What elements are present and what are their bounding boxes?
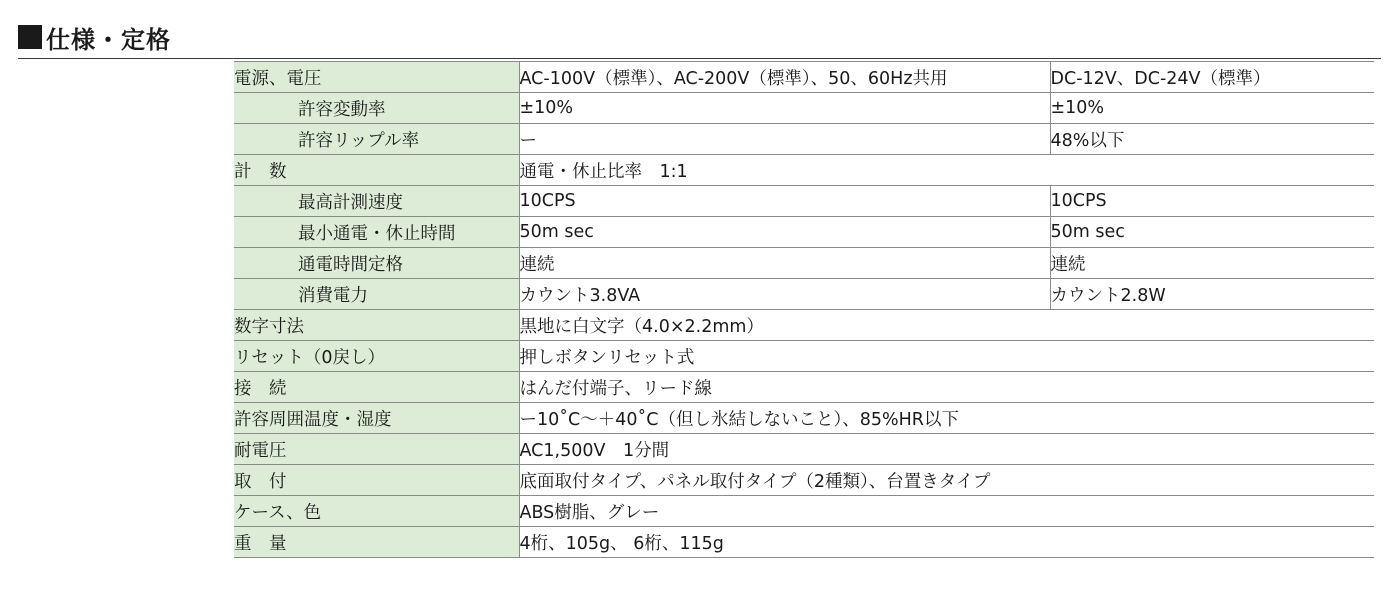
header-rule <box>18 58 1381 59</box>
spec-value: 4桁、105g、 6桁、115g <box>519 527 1374 558</box>
spec-value: ー10˚C〜＋40˚C（但し氷結しないこと）、85%HR以下 <box>519 403 1374 434</box>
spec-value-dc: DC-12V、DC-24V（標準） <box>1050 62 1374 93</box>
spec-row <box>234 186 1374 217</box>
spec-row <box>234 434 1374 465</box>
spec-value-ac: ±10% <box>519 93 1050 124</box>
spec-label: 最高計測速度 <box>234 186 519 217</box>
spec-label: 消費電力 <box>234 279 519 310</box>
spec-label: 電源、電圧 <box>234 62 519 93</box>
spec-label: ケース、色 <box>234 496 519 527</box>
spec-label: リセット（0戻し） <box>234 341 519 372</box>
spec-value-dc: 10CPS <box>1050 186 1374 217</box>
spec-value: AC1,500V 1分間 <box>519 434 1374 465</box>
spec-row <box>234 310 1374 341</box>
spec-value: はんだ付端子、リード線 <box>519 372 1374 403</box>
spec-label: 許容リップル率 <box>234 124 519 155</box>
spec-table <box>234 61 1374 558</box>
spec-value: ABS樹脂、グレー <box>519 496 1374 527</box>
spec-row <box>234 124 1374 155</box>
spec-value-dc: 48%以下 <box>1050 124 1374 155</box>
spec-value: 通電・休止比率 1:1 <box>519 155 1374 186</box>
spec-value: 底面取付タイプ、パネル取付タイプ（2種類）、台置きタイプ <box>519 465 1374 496</box>
spec-row <box>234 496 1374 527</box>
spec-value-dc: ±10% <box>1050 93 1374 124</box>
spec-label: 接 続 <box>234 372 519 403</box>
spec-label: 取 付 <box>234 465 519 496</box>
spec-label: 計 数 <box>234 155 519 186</box>
spec-row <box>234 279 1374 310</box>
section-title: 仕様・定格 <box>46 25 171 54</box>
spec-label: 耐電圧 <box>234 434 519 465</box>
spec-row <box>234 62 1374 93</box>
spec-label: 許容周囲温度・湿度 <box>234 403 519 434</box>
spec-label: 重 量 <box>234 527 519 558</box>
spec-value-ac: 連続 <box>519 248 1050 279</box>
spec-row <box>234 403 1374 434</box>
spec-row <box>234 248 1374 279</box>
spec-value-ac: ー <box>519 124 1050 155</box>
spec-row <box>234 93 1374 124</box>
spec-value-ac: AC-100V（標準）、AC-200V（標準）、50、60Hz共用 <box>519 62 1050 93</box>
spec-value: 押しボタンリセット式 <box>519 341 1374 372</box>
spec-value-ac: カウント3.8VA <box>519 279 1050 310</box>
spec-value: 黒地に白文字（4.0×2.2mm） <box>519 310 1374 341</box>
spec-row <box>234 217 1374 248</box>
spec-row <box>234 372 1374 403</box>
spec-value-ac: 50m sec <box>519 217 1050 248</box>
spec-value-ac: 10CPS <box>519 186 1050 217</box>
spec-row <box>234 527 1374 558</box>
spec-row <box>234 155 1374 186</box>
spec-row <box>234 465 1374 496</box>
section-header <box>18 20 171 54</box>
spec-label: 許容変動率 <box>234 93 519 124</box>
spec-row <box>234 341 1374 372</box>
spec-label: 通電時間定格 <box>234 248 519 279</box>
spec-value-dc: 連続 <box>1050 248 1374 279</box>
spec-label: 最小通電・休止時間 <box>234 217 519 248</box>
black-square-icon <box>18 25 42 49</box>
spec-value-dc: カウント2.8W <box>1050 279 1374 310</box>
spec-label: 数字寸法 <box>234 310 519 341</box>
spec-value-dc: 50m sec <box>1050 217 1374 248</box>
